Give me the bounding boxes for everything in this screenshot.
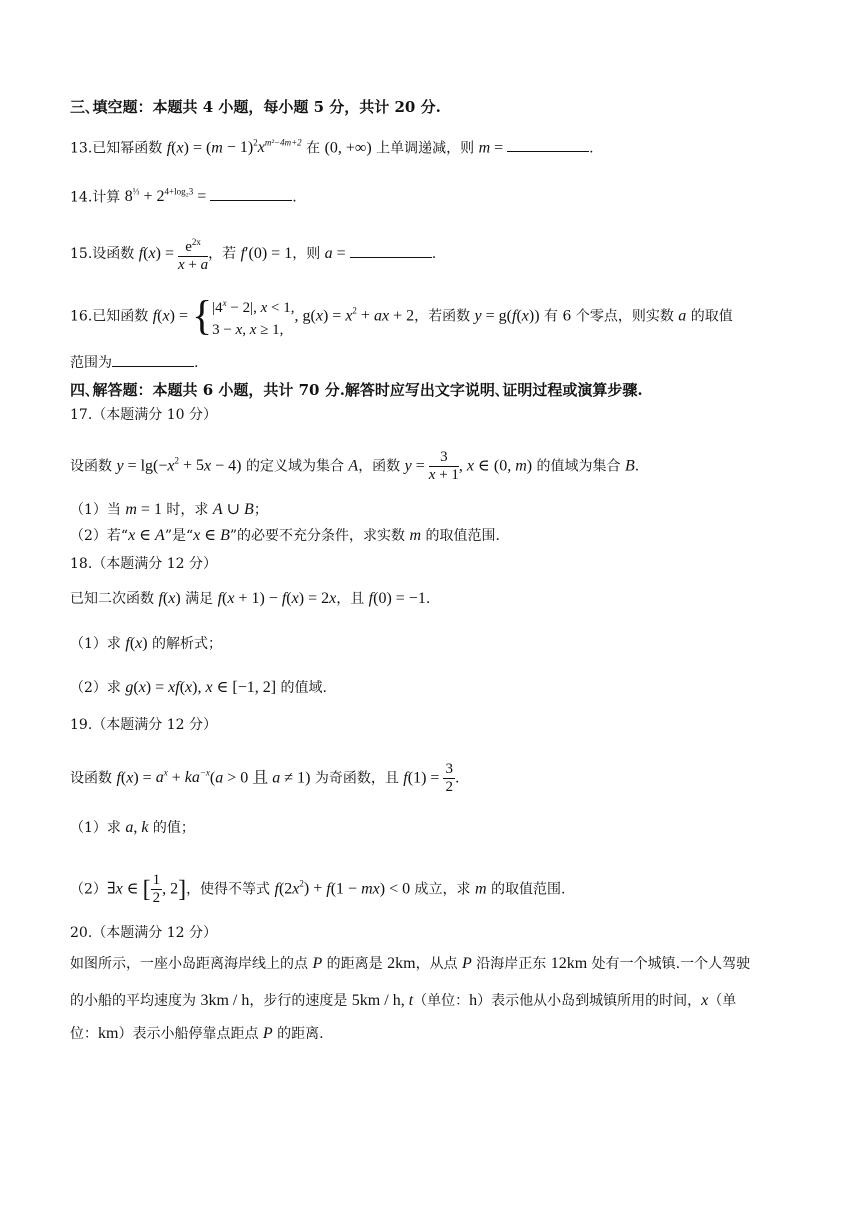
q20-line3: 位：km）表示小船停靠点距点 P 的距离. xyxy=(70,1025,324,1042)
q16-text: 有 6 个零点，则实数 xyxy=(539,308,679,325)
q20-line1: 如图所示，一座小岛距离海岸线上的点 P 的距离是 2km，从点 P 沿海岸正东 12km 处有一个城镇.一个人驾驶 xyxy=(70,955,751,972)
q17-text: 的取值范围. xyxy=(421,528,500,544)
q20-text: ）表示他从小岛到城镇所用的时间， xyxy=(477,993,702,1009)
q20-text: 的小船的平均速度为 xyxy=(70,993,201,1009)
q17-text: ； xyxy=(253,502,268,518)
q19-text: . xyxy=(454,770,460,787)
q18-part1: （1）求 f(x) 的解析式； xyxy=(70,635,223,652)
q13-text: . xyxy=(589,140,594,157)
q17-text: （2）若“ xyxy=(70,528,129,544)
q16-text: 的取值 xyxy=(686,308,733,325)
section-answer-heading: 四､解答题：本题共 6 小题，共计 70 分.解答时应写出文字说明､证明过程或演算步骤. xyxy=(70,381,643,399)
q19-text: 的取值范围. xyxy=(486,881,566,898)
q20-text: 如图所示，一座小岛距离海岸线上的点 xyxy=(70,956,313,972)
q13-text: 13.已知幂函数 xyxy=(70,140,167,157)
q20-heading: 20.（本题满分 12 分） xyxy=(70,925,217,941)
question-16-line2 xyxy=(70,352,198,373)
q17-text: （1）当 xyxy=(70,502,126,518)
answer-blank xyxy=(112,352,194,367)
q15-text: ，若 xyxy=(208,246,241,262)
q20-text: ，步行的速度是 xyxy=(249,993,352,1009)
q20-text: 的距离是 xyxy=(322,956,388,972)
q17-text: . xyxy=(634,458,640,475)
q17-text: 设函数 xyxy=(70,458,117,475)
q18-text: 已知二次函数 xyxy=(70,591,159,607)
q15-text: ，则 xyxy=(292,246,325,262)
q16-text: . xyxy=(194,355,199,371)
q19-text: 设函数 xyxy=(70,770,117,787)
q16-text: 16.已知函数 xyxy=(70,308,153,325)
q18-part2: （2）求 g(x) = xf(x), x ∈ [−1, 2] 的值域. xyxy=(70,679,328,696)
q17-stem: 设函数 $y = \lg(-x^2 + 5x - 4)$ 的定义域为集合 A，函数 y = $\frac{3}{x + 1}$ , x ∈ (0, m) 的值域为集合 B. xyxy=(70,448,640,483)
q20-text: ）表示小船停靠点距点 xyxy=(118,1026,263,1042)
q18-text: . xyxy=(425,591,431,607)
question-15: 15.设函数 f(x) = $\frac{e^{2x}}{x + a}$ ，若 f′(0) = 1，则 a = . xyxy=(70,234,436,274)
q19-part1: （1）求 a, k 的值； xyxy=(70,819,195,836)
q16-text: ，若函数 xyxy=(414,308,475,325)
q18-text: （2）求 xyxy=(70,680,126,696)
answer-blank xyxy=(507,137,589,152)
q19-text: （1）求 xyxy=(70,820,126,836)
question-14: 14.计算 $8^{\frac{1}{3}} + 2^{4+log_23}$ = . xyxy=(70,187,297,206)
q17-heading: 17.（本题满分 10 分） xyxy=(70,407,217,423)
q19-text: （2） xyxy=(70,881,107,898)
q20-text: （单 xyxy=(708,993,737,1009)
q20-text: 的距离. xyxy=(272,1026,324,1042)
q17-text: ”是“ xyxy=(164,528,194,544)
q19-text: 成立，求 xyxy=(410,881,475,898)
q20-text: 沿海岸正东 xyxy=(471,956,551,972)
q17-part1: （1）当 m = 1 时，求 A ∪ B； xyxy=(70,501,268,518)
q19-heading: 19.（本题满分 12 分） xyxy=(70,717,217,733)
q13-text: 上单调递减，则 xyxy=(371,140,479,157)
q19-text: 的值； xyxy=(148,820,195,836)
q16-text: 范围为 xyxy=(70,355,112,371)
q15-text: 15.设函数 xyxy=(70,246,139,262)
q20-text: 处有一个城镇.一个人驾驶 xyxy=(587,956,751,972)
q18-text: （1）求 xyxy=(70,636,126,652)
q18-text: 的值域. xyxy=(276,680,328,696)
q18-heading: 18.（本题满分 12 分） xyxy=(70,556,217,572)
q19-text: 为奇函数，且 xyxy=(310,770,404,787)
answer-blank xyxy=(350,243,432,258)
q20-text: 位： xyxy=(70,1026,98,1042)
q18-text: ，且 xyxy=(336,591,369,607)
question-16: 16.已知函数 f(x) = { $|4^x - 2|$, x < 1, 3 − x, x ≥ 1, , $g(x) = x^2$ + ax + 2，若函数 y = g(f(x)) 有 6 个零点，则实数 a 的取值 xyxy=(70,293,733,340)
q18-text: 满足 xyxy=(180,591,218,607)
q19-stem: 设函数 $f(x) = a^x + ka^{-x}(a > 0$ 且 a ≠ 1) 为奇函数，且 f(1) = $\frac{3}{2}$ . xyxy=(70,760,460,795)
q18-text: 的解析式； xyxy=(147,636,223,652)
q17-text: ”的必要不充分条件，求实数 xyxy=(229,528,410,544)
q17-text: 时，求 xyxy=(161,502,213,518)
q18-stem: 已知二次函数 f(x) 满足 f(x + 1) − f(x) = 2x，且 f(0) = −1. xyxy=(70,590,431,607)
q17-text: 的定义域为集合 xyxy=(241,458,349,475)
q17-text: 的值域为集合 xyxy=(532,458,625,475)
answer-blank xyxy=(210,186,292,201)
question-13: 13.已知幂函数 $f(x) = (m - 1)^2x^{m^2-4m+2}$ 在 (0, +∞) 上单调递减，则 m = . xyxy=(70,138,594,157)
q14-text: . xyxy=(292,189,297,206)
q13-text: 在 xyxy=(301,140,325,157)
q20-line2: 的小船的平均速度为 3km / h，步行的速度是 5km / h, t（单位：h）表示他从小岛到城镇所用的时间，x（单 xyxy=(70,992,737,1009)
q19-part2: （2）∃x ∈ [ $\frac{1}{2}$ , 2]，使得不等式 $f(2x^2) + f(1 - mx) < 0$ 成立，求 m 的取值范围. xyxy=(70,871,566,906)
section-fill-in-heading: 三､填空题：本题共 4 小题，每小题 5 分，共计 20 分. xyxy=(70,98,441,116)
q20-text: （单位： xyxy=(413,993,470,1009)
q20-text: ，从点 xyxy=(415,956,463,972)
q17-text: ，函数 xyxy=(358,458,405,475)
q14-text: 14.计算 xyxy=(70,189,125,206)
q17-part2: （2）若“x ∈ A”是“x ∈ B”的必要不充分条件，求实数 m 的取值范围. xyxy=(70,527,500,544)
q15-text: . xyxy=(431,246,437,262)
q19-text: ，使得不等式 xyxy=(186,881,275,898)
